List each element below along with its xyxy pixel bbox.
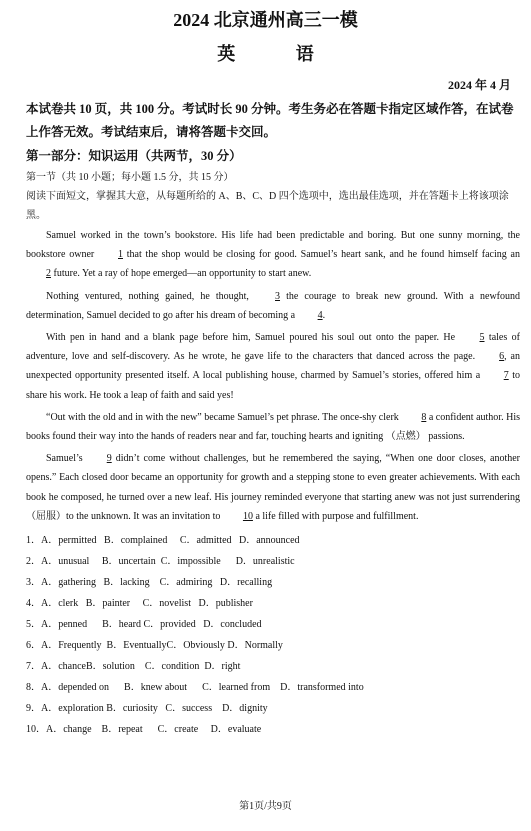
blank-9: 9 [106, 453, 112, 465]
paragraph-1 [26, 226, 520, 284]
question-options-1: 1．A．permitted B．complained C．admitted D．announced [26, 535, 300, 546]
blank-4: 4 [317, 309, 323, 321]
blank-1: 1 [118, 249, 123, 261]
passage-text: tales of adventure, love and self-discovery. As he wrote, he gave life to the characters that danced across the page. [26, 332, 520, 363]
question-options-5: 5．A．penned B．heard C．provided D．concluded [26, 619, 262, 630]
page-number: 第1页/共9页 [239, 801, 292, 812]
cloze-passage [26, 226, 520, 529]
question-options-2: 2．A．unusual B．uncertain C．impossible D．unrealistic [26, 556, 295, 567]
blank-6: 6 [499, 351, 505, 363]
passage-text: Samuel’s [46, 453, 87, 465]
paragraph-4 [26, 408, 520, 446]
passage-text: Samuel worked in the town’s bookstore. His life had been predictable and boring. But one sunny morning, the bookstore owner [26, 230, 520, 261]
answer-options [26, 530, 364, 740]
question-options-6: 6．A．Frequently B．EventuallyC．Obviously D．Normally [26, 640, 283, 651]
passage-text: didn’t come without challenges, but he remembered the saying, “When one door closes, another opens.” Each closed door became an opportunity for growth and a stepping stone to even greater achievements. With each book he composed, he turned over a new leaf. His journey reminded everyone that starting anew was not just surrendering（屈服）to the unknown. It was an invitation to [26, 453, 521, 522]
paragraph-2 [26, 287, 520, 325]
question-options-9: 9．A．exploration B．curiosity C．success D．dignity [26, 703, 268, 714]
passage-text: a confident author. His books found their way into the hands of readers near and far, touching hearts and igniting （点燃） passions. [26, 411, 520, 443]
passage-text: a life filled with purpose and fulfillment. [252, 510, 419, 522]
passage-text: With pen in hand and a blank page before him, Samuel poured his soul out onto the paper. He [46, 332, 460, 344]
exam-title: 2024 北京通州高三一模 [173, 10, 358, 30]
subject-title: 英 语 [217, 44, 342, 64]
question-options-3: 3．A．gathering B．lacking C．admiring D．recalling [26, 577, 273, 588]
passage-text: that the shop would be closing for good. Samuel’s heart sank, and he found himself facing an [123, 249, 520, 261]
passage-text: Nothing ventured, nothing gained, he thought, [46, 290, 256, 302]
question-options-10: 10．A．change B．repeat C．create D．evaluate [26, 724, 262, 735]
blank-10: 10 [242, 510, 253, 522]
exam-date: 2024 年 4 月 [447, 78, 511, 92]
blank-7: 7 [503, 370, 509, 382]
subsection-heading: 第一节（共 10 小题；每小题 1.5 分，共 15 分） [26, 172, 234, 183]
blank-2: 2 [46, 268, 51, 280]
blank-8: 8 [421, 411, 427, 423]
passage-text: . [322, 309, 326, 321]
passage-text: “Out with the old and in with the new” became Samuel’s pet phrase. The once-shy clerk [46, 411, 402, 423]
question-options-4: 4．A．clerk B．painter C．novelist D．publisher [26, 598, 253, 609]
blank-3: 3 [275, 290, 281, 302]
blank-5: 5 [479, 332, 485, 344]
question-options-7: 7．A．chanceB．solution C．condition D．right [26, 661, 241, 672]
passage-text: the courage to break new ground. With a newfound determination, Samuel decided to go after his dream of becoming a [26, 290, 520, 321]
exam-notice: 本试卷共 10 页，共 100 分。考试时长 90 分钟。考生务必在答题卡指定区域作答，在试卷上作答无效。考试结束后，请将答题卡交回。 [26, 102, 514, 139]
directions-text: 阅读下面短文，掌握其大意，从每题所给的 A、B、C、D 四个选项中，选出最佳选项，并在答题卡上将该项涂黑。 [26, 191, 509, 221]
passage-text: future. Yet a ray of hope emerged—an opportunity to start anew. [51, 268, 312, 280]
passage-text: to share his work. He took a leap of faith and said yes! [26, 370, 520, 401]
passage-text: , an unexpected opportunity presented itself. A local publishing house, charmed by Samuel’s stories, offered him a [26, 351, 520, 382]
paragraph-3 [26, 328, 520, 405]
question-options-8: 8．A．depended on B．knew about C．learned from D．transformed into [26, 682, 364, 693]
paragraph-5 [26, 449, 520, 526]
section-heading: 第一部分：知识运用（共两节，30 分） [26, 149, 242, 163]
